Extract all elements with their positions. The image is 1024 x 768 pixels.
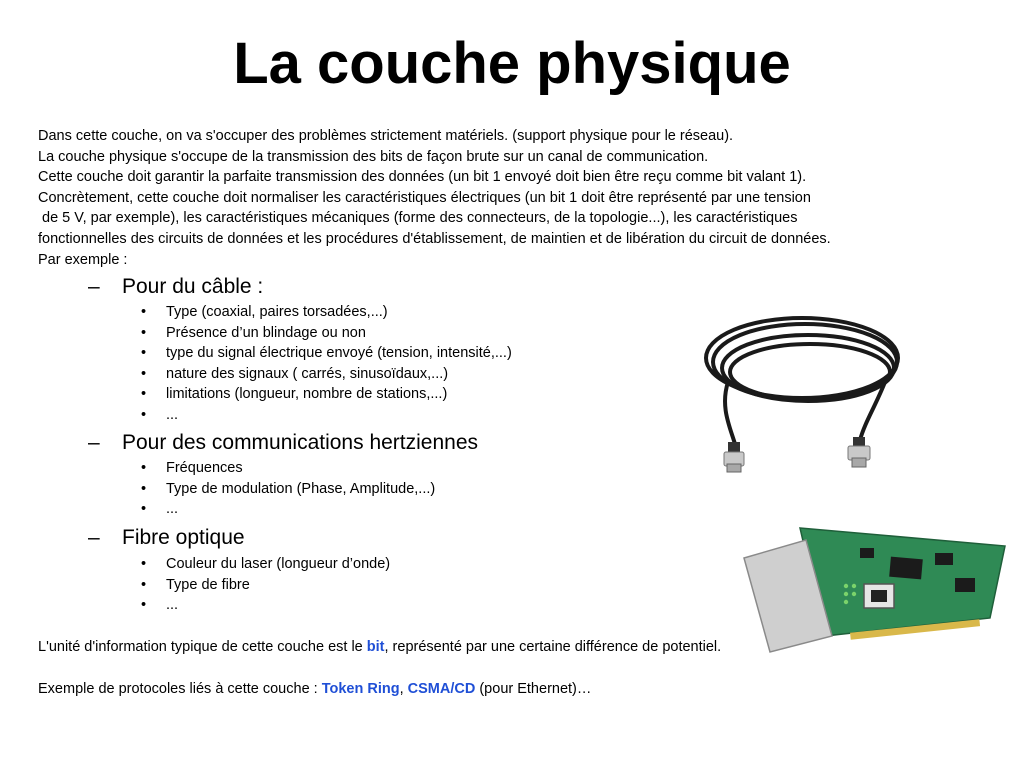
bullet-dot: • (141, 386, 147, 403)
list-item (141, 405, 178, 426)
bullet-dot: • (141, 576, 147, 593)
list-item (141, 554, 390, 575)
bullet-dot: • (141, 365, 147, 382)
list-item (141, 343, 512, 364)
bullet-dot: • (141, 480, 147, 497)
bnc-connector-right (848, 437, 870, 467)
intro-line: Par exemple : (38, 251, 128, 268)
intro-line: fonctionnelles des circuits de données et les procédures d'établissement, de maintien et de libération du circuit de données. (38, 230, 831, 247)
page-title: La couche physique (233, 31, 791, 96)
dash-marker: – (88, 526, 100, 549)
protocols-sentence (38, 679, 591, 699)
list-item (141, 458, 243, 479)
list-item (141, 479, 435, 500)
section-title-cable (88, 274, 263, 300)
protocols-separator: , (399, 681, 408, 697)
intro-line: Dans cette couche, on va s'occuper des problèmes strictement matériels. (support physique pour le réseau). (38, 128, 734, 144)
section-title-fiber (88, 525, 245, 551)
intro-line: de 5 V, par exemple), les caractéristiques mécaniques (forme des connecteurs, de la topologie...), les caractéristiques (38, 210, 798, 227)
list-item (141, 499, 178, 520)
term-bit: bit (366, 639, 385, 655)
list-item-text: Type de fibre (166, 576, 250, 593)
bullet-dot: • (141, 407, 147, 423)
bullet-dot: • (141, 304, 147, 320)
intro-line: Concrètement, cette couche doit normaliser les caractéristiques électriques (un bit 1 doit être représenté par une tension (38, 189, 811, 206)
section-title-text: Fibre optique (122, 526, 245, 549)
list-item (141, 575, 250, 596)
coaxial-cable-image (700, 312, 910, 474)
list-item (141, 302, 388, 323)
list-item (141, 595, 178, 616)
protocols-text-after: (pour Ethernet)… (475, 681, 592, 697)
section-title-wireless (88, 430, 478, 456)
intro-line: La couche physique s'occupe de la transmission des bits de façon brute sur un canal de communication. (38, 148, 709, 165)
intro-line: Cette couche doit garantir la parfaite transmission des données (un bit 1 envoyé doit bien être reçu comme bit valant 1). (38, 169, 807, 186)
list-item-text: Présence d’un blindage ou non (166, 324, 366, 341)
list-item-text: Type de modulation (Phase, Amplitude,...) (166, 480, 436, 497)
bullet-dot: • (141, 460, 147, 476)
bullet-dot: • (141, 345, 147, 362)
dash-marker: – (88, 275, 100, 298)
term-token-ring: Token Ring (321, 681, 400, 697)
list-item (141, 364, 448, 385)
bnc-connector-left (724, 442, 744, 472)
unit-text-before: L'unité d'information typique de cette couche est le (38, 639, 367, 655)
list-item (141, 323, 366, 344)
dash-marker: – (88, 431, 100, 454)
cable-coil (706, 318, 898, 444)
term-csma-cd: CSMA/CD (407, 681, 476, 697)
list-item-text: ... (166, 501, 179, 518)
bullet-dot: • (141, 597, 147, 614)
list-item-text: limitations (longueur, nombre de stations,...) (166, 386, 448, 403)
section-title-text: Pour du câble : (122, 275, 264, 298)
list-item-text: type du signal électrique envoyé (tension, intensité,...) (166, 345, 512, 362)
bullet-dot: • (141, 501, 147, 518)
unit-sentence (38, 637, 721, 657)
list-item-text: ... (166, 597, 179, 614)
list-item-text: Couleur du laser (longueur d’onde) (166, 556, 391, 572)
unit-text-after: , représenté par une certaine différence de potentiel. (384, 639, 722, 655)
list-item-text: Type (coaxial, paires torsadées,...) (166, 304, 388, 320)
list-item-text: Fréquences (166, 460, 243, 476)
bullet-dot: • (141, 324, 147, 341)
protocols-text-before: Exemple de protocoles liés à cette couche : (38, 681, 322, 697)
list-item (141, 384, 447, 405)
list-item-text: nature des signaux ( carrés, sinusoïdaux,...) (166, 365, 449, 382)
bullet-dot: • (141, 556, 147, 572)
section-title-text: Pour des communications hertziennes (122, 431, 479, 454)
network-card-image (740, 518, 1010, 653)
list-item-text: ... (166, 407, 179, 423)
rj45-socket (871, 590, 887, 602)
